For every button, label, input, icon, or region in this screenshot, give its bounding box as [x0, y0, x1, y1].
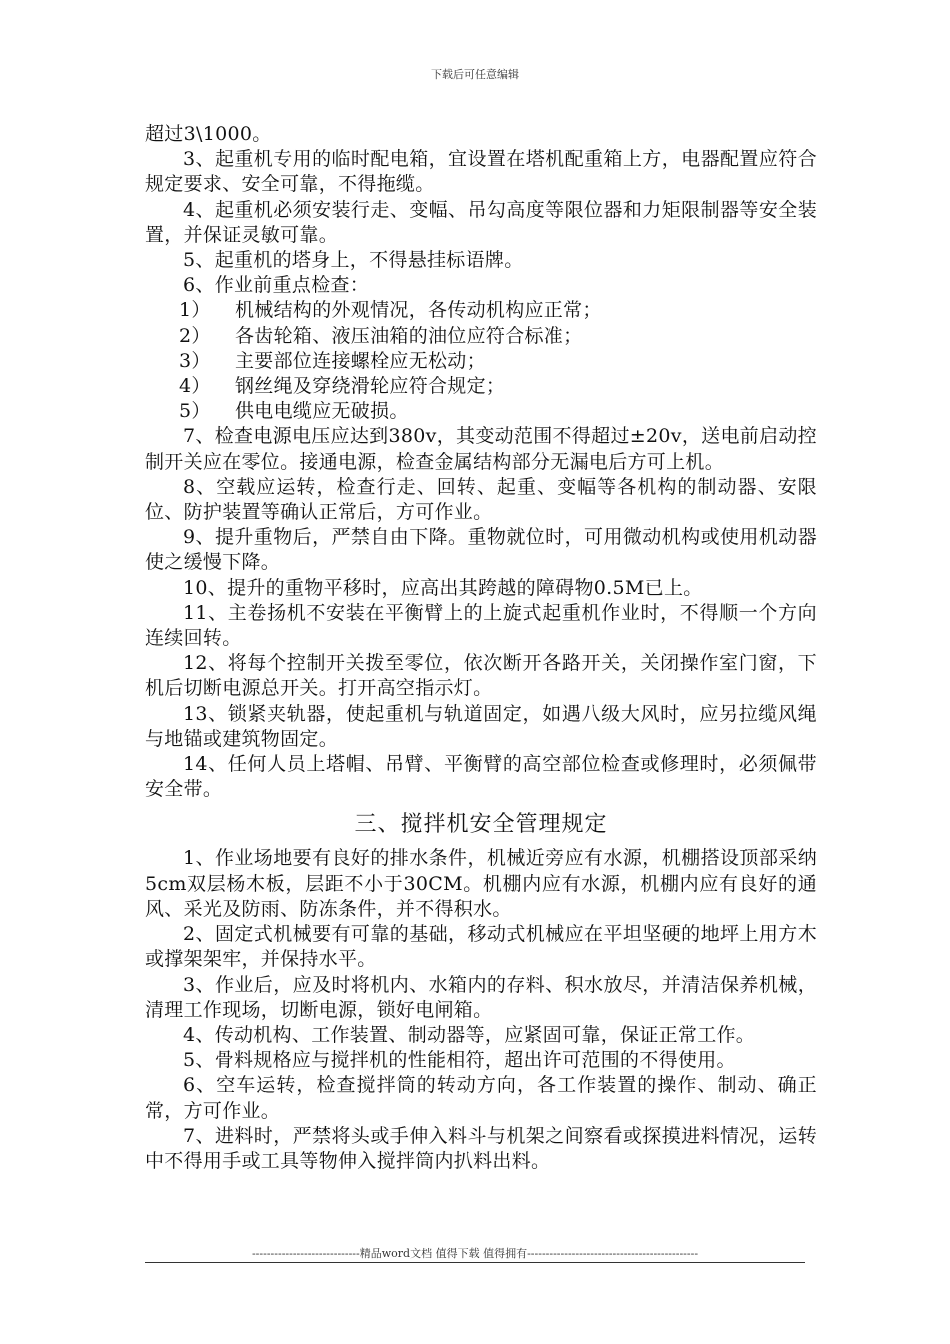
paragraph: 6、空车运转，检查搅拌筒的转动方向，各工作装置的操作、制动、确正常，方可作业。 [145, 1074, 817, 1122]
paragraph: 3、作业后，应及时将机内、水箱内的存料、积水放尽，并清洁保养机械，清理工作现场，切断电源，锁好电闸箱。 [145, 973, 817, 1021]
checklist-number: 5） [179, 400, 211, 423]
checklist-item [145, 324, 817, 349]
checklist-number: 1） [179, 299, 211, 322]
checklist-item [145, 298, 817, 323]
paragraph: 14、任何人员上塔帽、吊臂、平衡臂的高空部位检查或修理时，必须佩带安全带。 [145, 753, 817, 801]
paragraph: 7、检查电源电压应达到380v，其变动范围不得超过±20v，送电前启动控制开关应在零位。接通电源，检查金属结构部分无漏电后方可上机。 [145, 425, 817, 473]
paragraph: 8、空载应运转，检查行走、回转、起重、变幅等各机构的制动器、安限位、防护装置等确认正常后，方可作业。 [145, 475, 817, 524]
checklist-number: 4） [179, 375, 211, 398]
section-heading: 三、搅拌机安全管理规定 [354, 812, 608, 838]
paragraph: 7、进料时，严禁将头或手伸入料斗与机架之间察看或探摸进料情况，运转中不得用手或工具等物伸入搅拌筒内扒料出料。 [145, 1124, 817, 1172]
paragraph: 13、锁紧夹轨器，使起重机与轨道固定，如遇八级大风时，应另拉缆风绳与地锚或建筑物固定。 [145, 702, 817, 750]
page-header: 下载后可任意编辑 [431, 68, 519, 81]
paragraph: 10、提升的重物平移时，应高出其跨越的障碍物0.5M已上。 [183, 576, 703, 599]
paragraph: 6、作业前重点检查： [183, 274, 370, 297]
paragraph: 1、作业场地要有良好的排水条件，机械近旁应有水源，机棚搭设顶部采纳5cm双层杨木板，层距不小于30CM。机棚内应有水源，机棚内应有良好的通风、采光及防雨、防冻条件，并不得积水。 [145, 847, 817, 920]
paragraph: 3、起重机专用的临时配电箱，宜设置在塔机配重箱上方，电器配置应符合规定要求、安全可靠，不得拖缆。 [145, 148, 817, 196]
checklist-text: 供电电缆应无破损。 [235, 400, 409, 423]
paragraph: 5、起重机的塔身上，不得悬挂标语牌。 [183, 249, 524, 272]
paragraph: 9、提升重物后，严禁自由下降。重物就位时，可用微动机构或使用机动器使之缓慢下降。 [145, 526, 817, 574]
checklist-item [145, 349, 817, 374]
checklist-text: 各齿轮箱、液压油箱的油位应符合标准； [235, 324, 583, 347]
paragraph: 12、将每个控制开关拨至零位，依次断开各路开关，关闭操作室门窗，下机后切断电源总开关。打开高空指示灯。 [145, 652, 817, 700]
page-footer: -----------------------------精品word文档 值得下载 值得拥有---------------------------------------------- [251, 1247, 699, 1260]
paragraph: 4、起重机必须安装行走、变幅、吊勾高度等限位器和力矩限制器等安全装置，并保证灵敏可靠。 [145, 198, 817, 246]
checklist-text: 主要部位连接螺栓应无松动； [235, 349, 486, 372]
paragraph: 5、骨料规格应与搅拌机的性能相符，超出许可范围的不得使用。 [183, 1049, 736, 1072]
checklist-number: 3） [179, 349, 211, 372]
footer-divider [145, 1262, 805, 1263]
checklist-text: 机械结构的外观情况，各传动机构应正常； [235, 299, 602, 322]
checklist-item [145, 399, 817, 424]
paragraph: 11、主卷扬机不安装在平衡臂上的上旋式起重机作业时，不得顺一个方向连续回转。 [145, 601, 817, 650]
document-body [145, 122, 817, 1174]
paragraph: 2、固定式机械要有可靠的基础，移动式机械应在平坦坚硬的地坪上用方木或撑架架牢，并保持水平。 [145, 923, 817, 971]
paragraph: 超过3\1000。 [145, 123, 272, 145]
checklist-text: 钢丝绳及穿绕滑轮应符合规定； [235, 375, 506, 398]
paragraph: 4、传动机构、工作装置、制动器等，应紧固可靠，保证正常工作。 [183, 1023, 756, 1046]
checklist-item [145, 374, 817, 399]
checklist-number: 2） [179, 324, 211, 347]
